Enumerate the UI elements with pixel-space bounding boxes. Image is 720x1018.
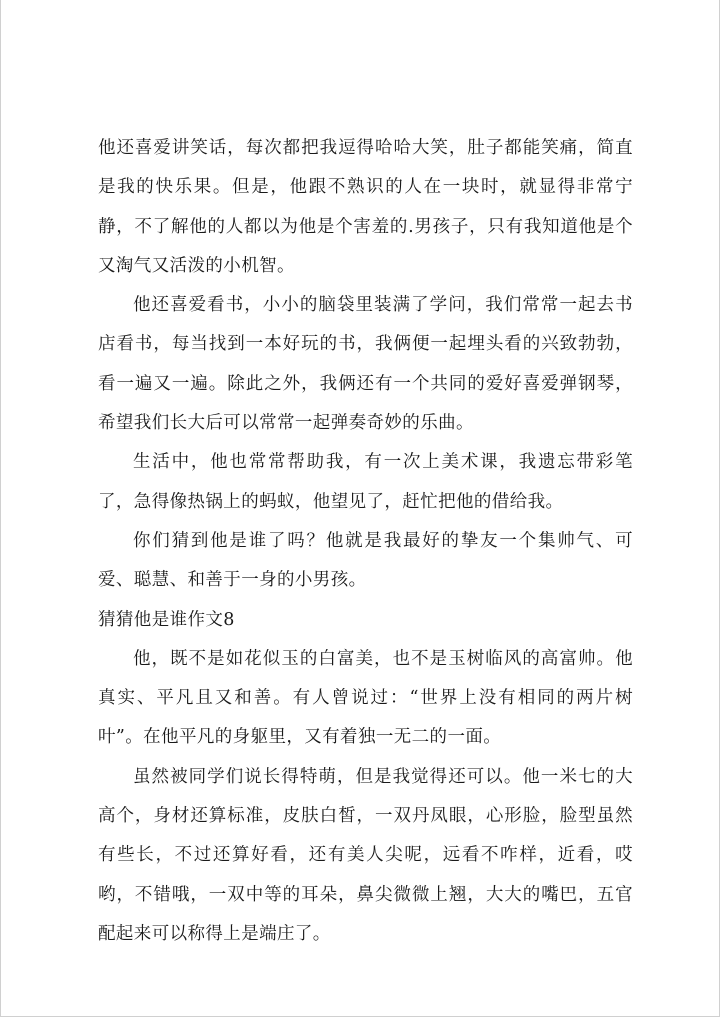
paragraph-4: 你们猜到他是谁了吗？他就是我最好的挚友一个集帅气、可爱、聪慧、和善于一身的小男孩。 xyxy=(98,530,633,591)
paragraph-2: 他还喜爱看书，小小的脑袋里装满了学问，我们常常一起去书店看书，每当找到一本好玩的书，我俩便一起埋头看的兴致勃勃，看一遍又一遍。除此之外，我俩还有一个共同的爱好喜爱弹钢琴，希望我们长大后可以常常一起弹奏奇妙的乐曲。 xyxy=(98,295,633,434)
document-body xyxy=(98,129,633,954)
paragraph-3: 生活中，他也常常帮助我，有一次上美术课，我遗忘带彩笔了，急得像热锅上的蚂蚁，他望见了，赶忙把他的借给我。 xyxy=(98,452,633,512)
paragraph-5: 他，既不是如花似玉的白富美，也不是玉树临风的高富帅。他真实、平凡且又和善。有人曾说过：“世界上没有相同的两片树叶”。在他平凡的身躯里，又有着独一无二的一面。 xyxy=(98,648,633,748)
paragraph-6: 虽然被同学们说长得特萌，但是我觉得还可以。他一米七的大高个，身材还算标准，皮肤白皙，一双丹凤眼，心形脸，脸型虽然有些长，不过还算好看，还有美人尖呢，远看不咋样，近看，哎哟，不错哦，一双中等的耳朵，鼻尖微微上翘，大大的嘴巴，五官配起来可以称得上是端庄了。 xyxy=(98,766,633,944)
section-heading: 猜猜他是谁作文8 xyxy=(98,609,235,630)
paragraph-1: 他还喜爱讲笑话，每次都把我逗得哈哈大笑，肚子都能笑痛，简直是我的快乐果。但是，他跟不熟识的人在一块时，就显得非常宁静，不了解他的人都以为他是个害羞的.男孩子，只有我知道他是个又淘气又活泼的小机智。 xyxy=(98,138,633,276)
